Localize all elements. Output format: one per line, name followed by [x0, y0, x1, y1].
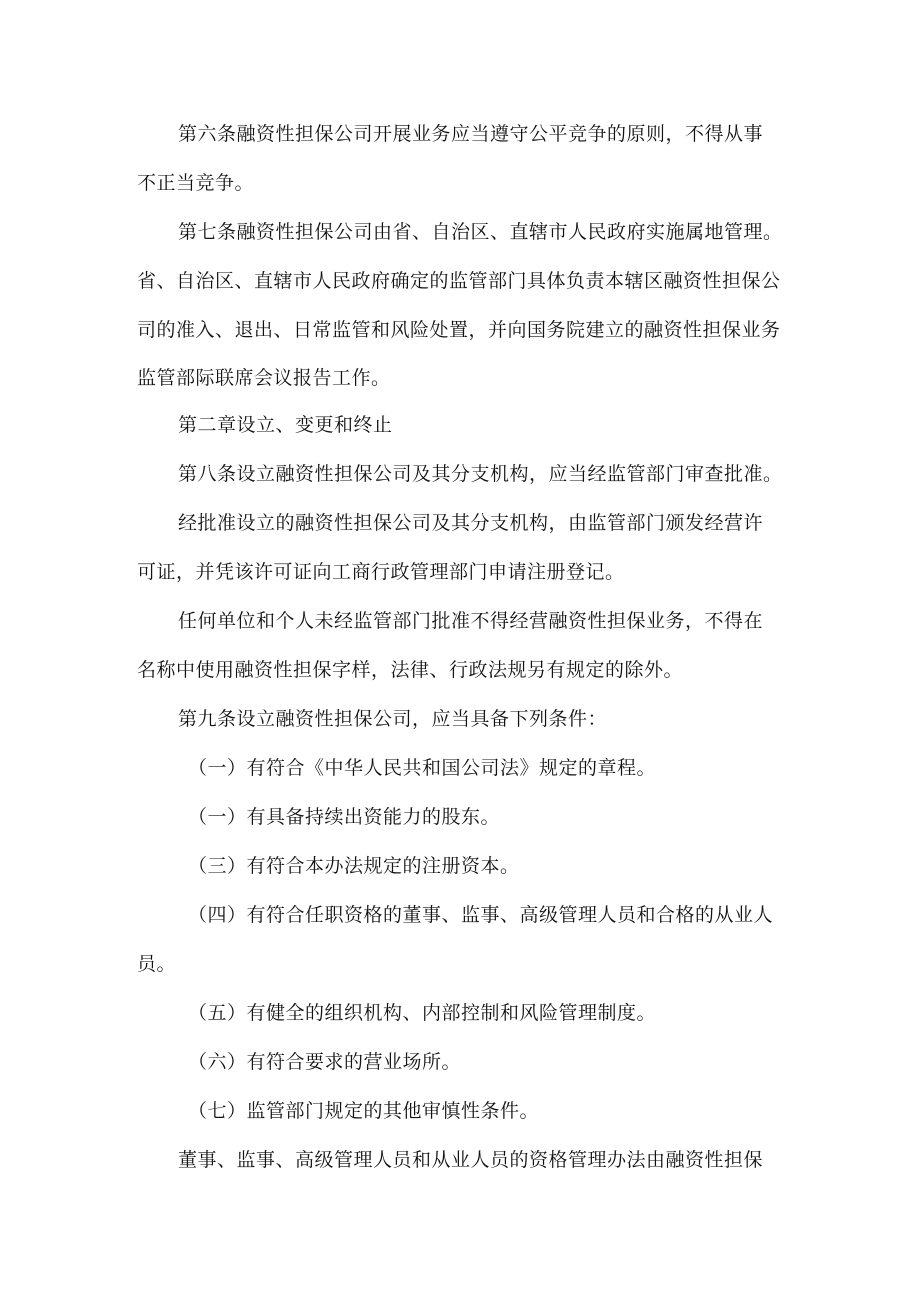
text-line: 第九条设立融资性担保公司，应当具备下列条件：	[178, 708, 608, 730]
text-line: 经批准设立的融资性担保公司及其分支机构，由监管部门颁发经营许	[178, 512, 764, 534]
list-item: （一）有具备持续出资能力的股东。	[188, 806, 501, 828]
text-line: 第八条设立融资性担保公司及其分支机构，应当经监管部门审查批准。	[178, 463, 783, 485]
text-line: 省、自治区、直辖市人民政府确定的监管部门具体负责本辖区融资性担保公	[137, 270, 781, 292]
text-line: 司的准入、退出、日常监管和风险处置，并向国务院建立的融资性担保业务	[137, 319, 781, 341]
list-item-continuation: 员。	[137, 953, 177, 975]
text-line: 任何单位和个人未经监管部门批准不得经营融资性担保业务，不得在	[178, 610, 764, 632]
list-item: （六）有符合要求的营业场所。	[188, 1051, 462, 1073]
text-line: 董事、监事、高级管理人员和从业人员的资格管理办法由融资性担保	[178, 1149, 764, 1171]
list-item: （七）监管部门规定的其他审慎性条件。	[188, 1100, 540, 1122]
text-line: 第六条融资性担保公司开展业务应当遵守公平竞争的原则，不得从事	[178, 123, 764, 145]
text-line: 名称中使用融资性担保字样，法律、行政法规另有规定的除外。	[137, 659, 684, 681]
list-item: （五）有健全的组织机构、内部控制和风险管理制度。	[188, 1002, 657, 1024]
list-item: （一）有符合《中华人民共和国公司法》规定的章程。	[188, 757, 657, 779]
text-line: 可证，并凭该许可证向工商行政管理部门申请注册登记。	[137, 561, 625, 583]
text-line: 不正当竞争。	[137, 172, 255, 194]
text-line: 监管部际联席会议报告工作。	[137, 367, 391, 389]
list-item: （四）有符合任职资格的董事、监事、高级管理人员和合格的从业人	[188, 904, 774, 926]
text-line: 第七条融资性担保公司由省、自治区、直辖市人民政府实施属地管理。	[178, 221, 783, 243]
list-item: （三）有符合本办法规定的注册资本。	[188, 855, 520, 877]
chapter-heading: 第二章设立、变更和终止	[178, 414, 393, 436]
